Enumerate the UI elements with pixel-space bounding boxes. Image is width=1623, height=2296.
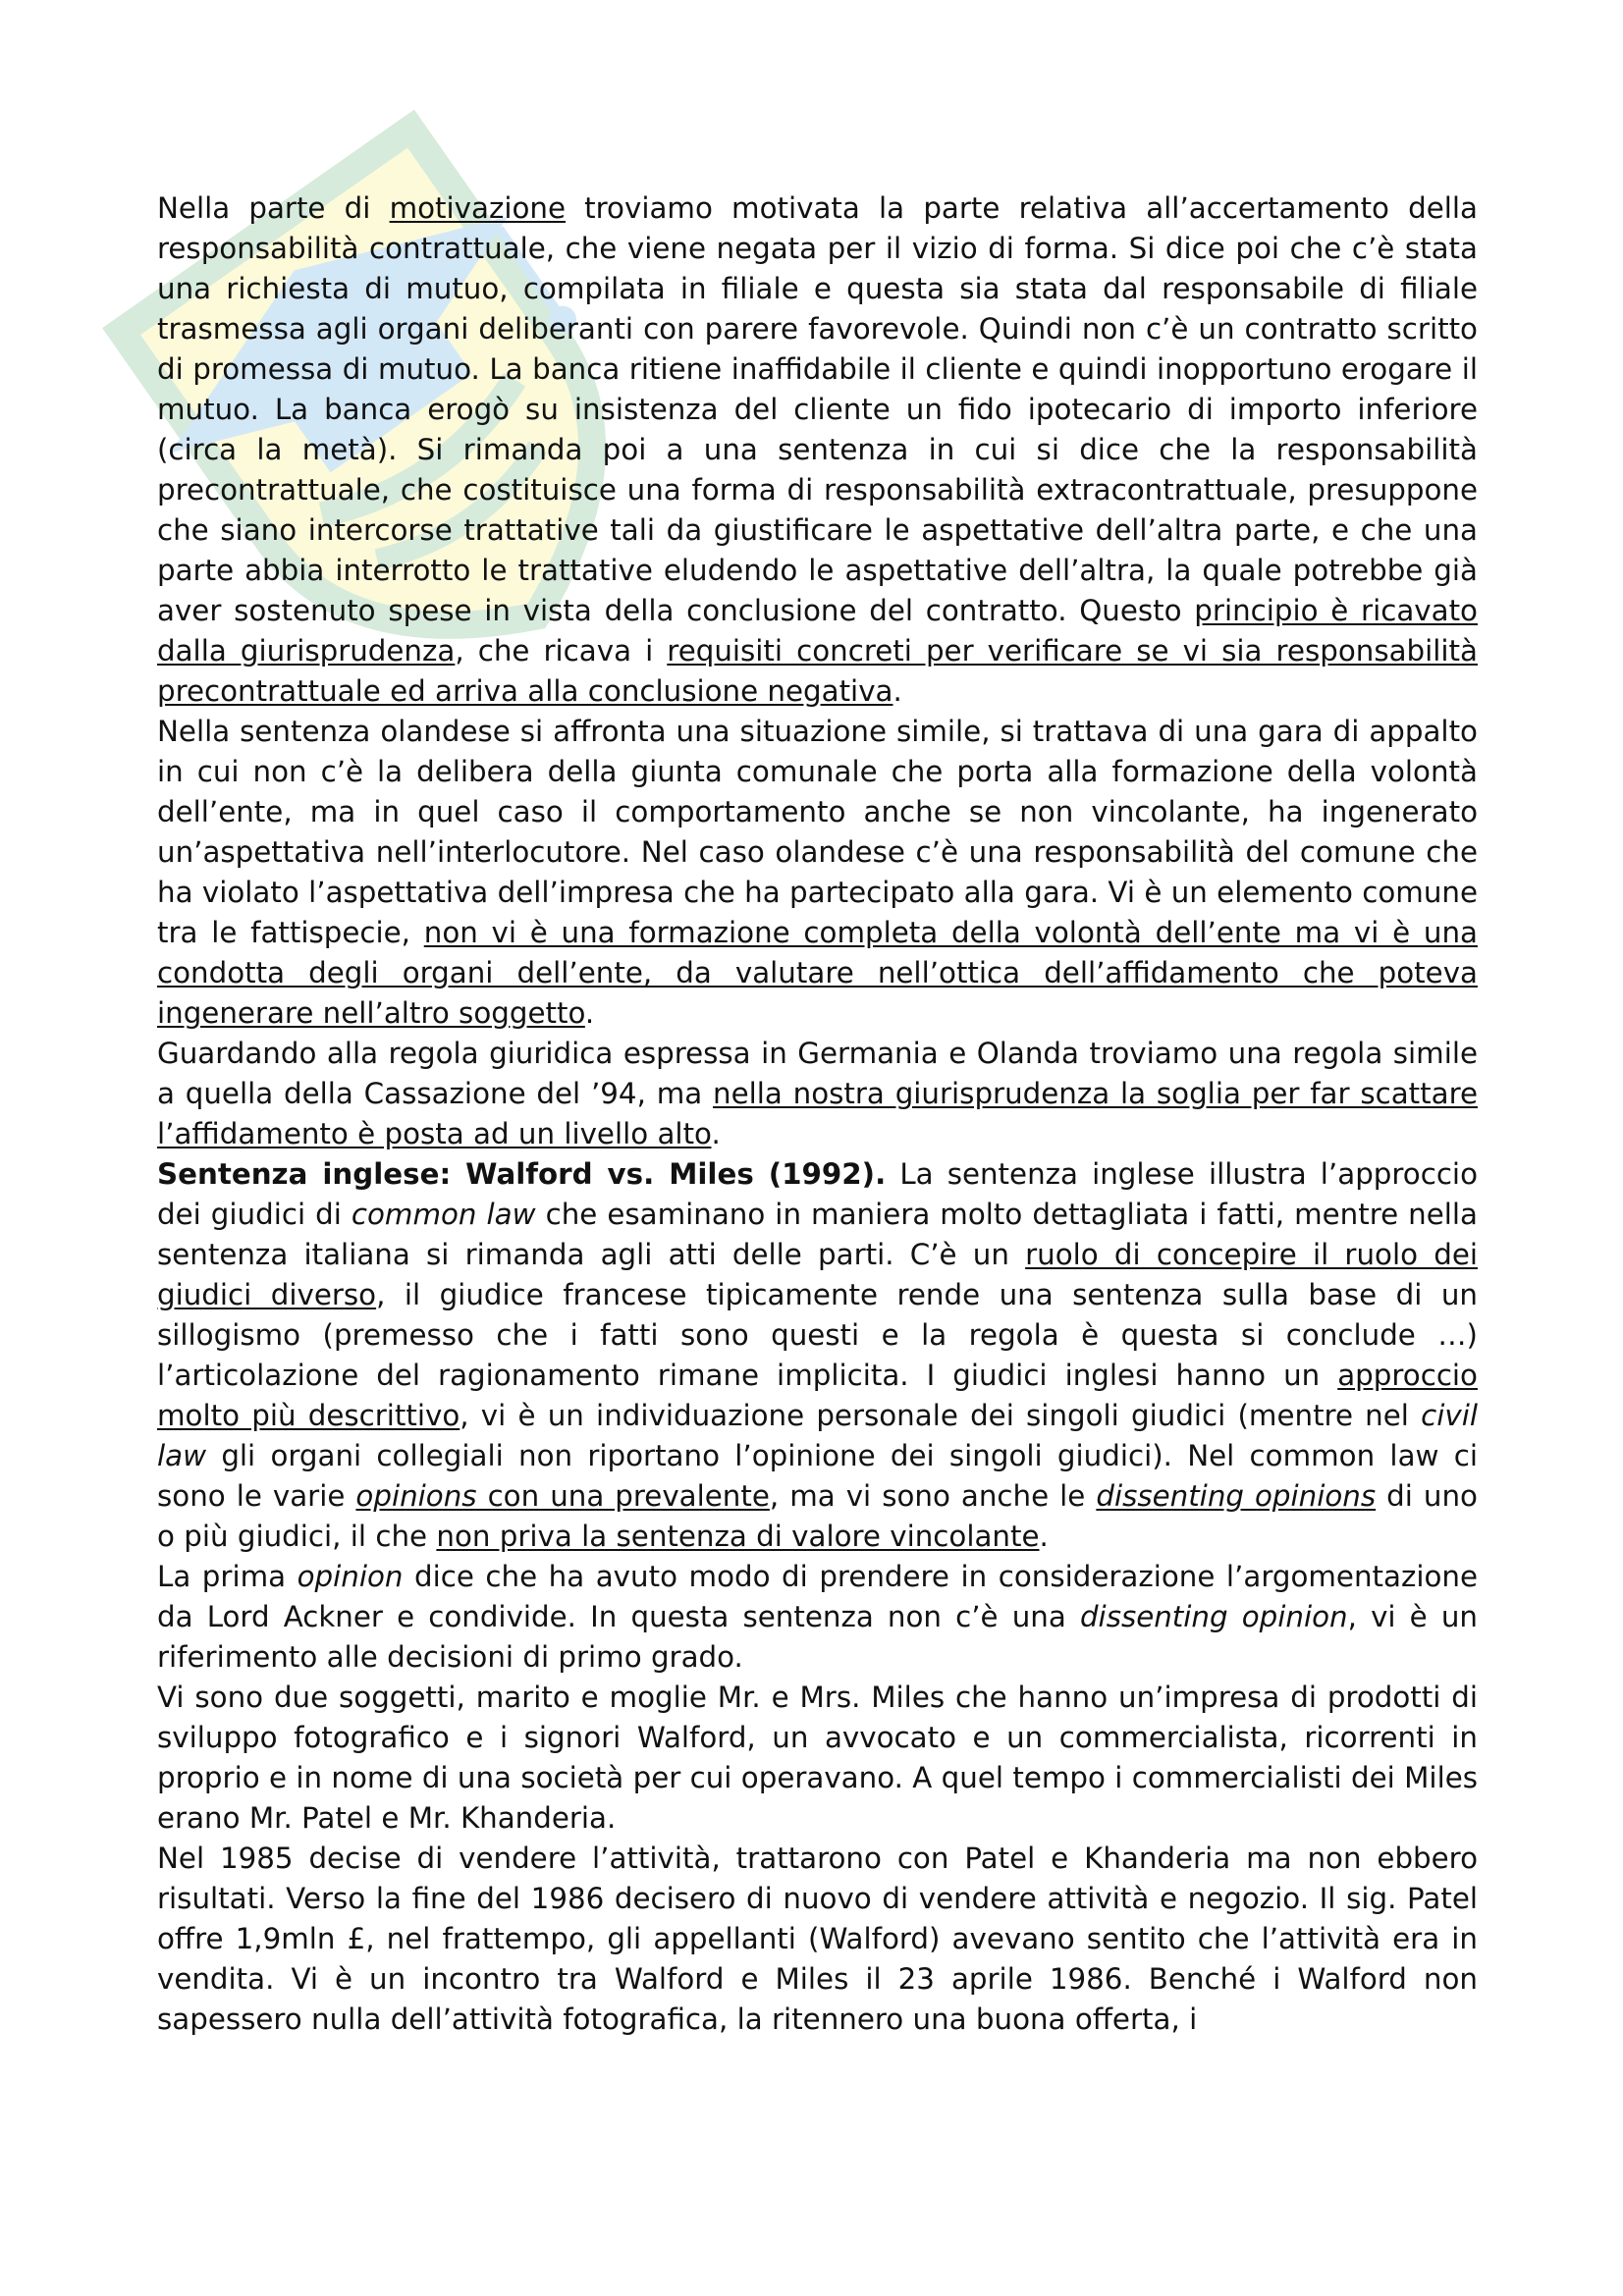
text-segment: Nella parte di xyxy=(157,191,390,225)
text-segment: principio è ricavato dalla giurisprudenza xyxy=(157,594,1478,667)
text-segment: gli organi collegiali non riportano l’opinione dei singoli giudici). Nel common law ci sono le varie xyxy=(157,1439,1478,1513)
text-segment: con una prevalente xyxy=(476,1479,770,1513)
text-segment: . xyxy=(893,674,902,708)
text-segment: dissenting opinions xyxy=(1096,1479,1377,1513)
paragraph-4 xyxy=(157,1154,1478,1557)
text-segment: , vi è un riferimento alle decisioni di primo grado. xyxy=(157,1600,1478,1674)
text-segment: che esaminano in maniera molto dettagliata i fatti, mentre nella sentenza italiana si rimanda agli atti delle parti. C’è un xyxy=(157,1198,1478,1271)
paragraph-1 xyxy=(157,188,1478,712)
text-segment: , ma vi sono anche le xyxy=(769,1479,1097,1513)
text-segment: Nel 1985 decise di vendere l’attività, trattarono con Patel e Khanderia ma non ebbero risultati. Verso la fine del 1986 decisero di nuovo di vendere attività e negozio. Il sig. Patel offre 1,9mln £, nel frattempo, gli appellanti (Walford) avevano sentito che l’attività era in vendita. Vi è un incontro tra Walford e Miles il 23 aprile 1986. Benché i Walford non sapessero nulla dell’attività fotografica, la ritennero una buona offerta, i xyxy=(157,1842,1478,2036)
text-segment: La sentenza inglese illustra l’approccio dei giudici di xyxy=(157,1157,1478,1231)
text-segment: dice che ha avuto modo di prendere in considerazione l’argomentazione da Lord Ackner e condivide. In questa sentenza non c’è una xyxy=(157,1560,1478,1633)
text-segment: . xyxy=(1039,1520,1049,1553)
text-segment: La prima xyxy=(157,1560,298,1593)
paragraph-5 xyxy=(157,1557,1478,1678)
text-segment: motivazione xyxy=(389,191,566,225)
text-segment: . xyxy=(711,1117,721,1150)
text-segment: non vi è una formazione completa della volontà dell’ente ma vi è una condotta degli organi dell’ente, da valutare nell’ottica dell’affidamento che poteva ingenerare nell’altro soggetto xyxy=(157,916,1479,1030)
text-segment: Guardando alla regola giuridica espressa in Germania e Olanda troviamo una regola simile a quella della Cassazione del ’94, ma xyxy=(157,1037,1478,1110)
text-segment: civil law xyxy=(157,1399,1478,1472)
text-segment: Vi sono due soggetti, marito e moglie Mr. e Mrs. Miles che hanno un’impresa di prodotti di sviluppo fotografico e i signori Walford, un avvocato e un commercialista, ricorrenti in proprio e in nome di una società per cui operavano. A quel tempo i commercialisti dei Miles erano Mr. Patel e Mr. Khanderia. xyxy=(157,1681,1478,1835)
text-segment: opinions xyxy=(355,1479,477,1513)
text-segment: approccio molto più descrittivo xyxy=(157,1359,1478,1432)
text-segment: Nella sentenza olandese si affronta una situazione simile, si trattava di una gara di appalto in cui non c’è la delibera della giunta comunale che porta alla formazione della volontà dell’ente, ma in quel caso il comportamento anche se non vincolante, ha ingenerato un’aspettativa nell’interlocutore. Nel caso olandese c’è una responsabilità del comune che ha violato l’aspettativa dell’impresa che ha partecipato alla gara. Vi è un elemento comune tra le fattispecie, xyxy=(157,715,1478,949)
text-segment: non priva la sentenza di valore vincolante xyxy=(436,1520,1040,1553)
text-segment: dissenting opinion xyxy=(1079,1600,1348,1633)
text-segment: common law xyxy=(351,1198,536,1231)
text-segment: troviamo motivata la parte relativa all’accertamento della responsabilità contrattuale, che viene negata per il vizio di forma. Si dice poi che c’è stata una richiesta di mutuo, compilata in filiale e questa sia stata dal responsabile di filiale trasmessa agli organi deliberanti con parere favorevole. Quindi non c’è un contratto scritto di promessa di mutuo. La banca ritiene inaffidabile il cliente e quindi inopportuno erogare il mutuo. La banca erogò su insistenza del cliente un fido ipotecario di importo inferiore (circa la metà). Si rimanda poi a una sentenza in cui si dice che la responsabilità precontrattuale, che costituisce una forma di responsabilità extracontrattuale, presuppone che siano intercorse trattative tali da giustificare le aspettative dell’altra parte, e che una parte abbia interrotto le trattative eludendo le aspettative dell’altra, la quale potrebbe già aver sostenuto spese in vista della conclusione del contratto. Questo xyxy=(157,191,1479,627)
text-segment: nella nostra giurisprudenza la soglia per far scattare l’affidamento è posta ad un livello alto xyxy=(157,1077,1478,1150)
text-segment: , vi è un individuazione personale dei singoli giudici (mentre nel xyxy=(460,1399,1422,1432)
paragraph-7 xyxy=(157,1839,1478,2040)
paragraph-6 xyxy=(157,1678,1478,1839)
paragraph-3 xyxy=(157,1034,1478,1154)
text-segment: , il giudice francese tipicamente rende una sentenza sulla base di un sillogismo (premesso che i fatti sono questi e la regola è questa si conclude …) l’articolazione del ragionamento rimane implicita. I giudici inglesi hanno un xyxy=(157,1278,1478,1392)
text-segment: opinion xyxy=(297,1560,404,1593)
paragraph-2 xyxy=(157,712,1478,1034)
text-segment: ruolo di concepire il ruolo dei giudici diverso xyxy=(157,1238,1478,1311)
text-segment: , che ricava i xyxy=(455,634,668,667)
text-segment: Sentenza inglese: Walford vs. Miles (1992). xyxy=(157,1157,887,1191)
text-segment: . xyxy=(584,996,595,1030)
document-body xyxy=(157,188,1478,2040)
text-segment: requisiti concreti per verificare se vi sia responsabilità precontrattuale ed arriva alla conclusione negativa xyxy=(157,634,1478,708)
text-segment: di uno o più giudici, il che xyxy=(157,1479,1478,1553)
